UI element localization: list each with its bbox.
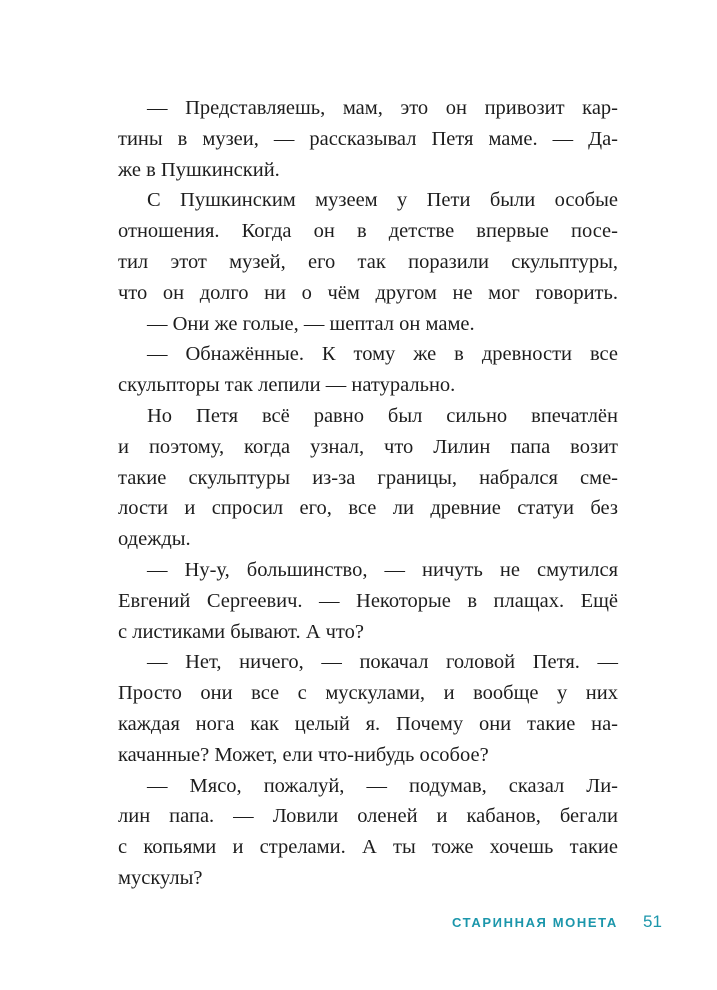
text-line: — Мясо, пожалуй, — подумав, сказал Ли- [147,774,618,797]
page-number: 51 [643,912,662,931]
text-line: лин папа. — Ловили оленей и кабанов, бегали [118,805,618,828]
text-line: — Они же голые, — шептал он маме. [147,312,475,335]
text-line: каждая нога как целый я. Почему они такие на- [118,712,618,735]
text-line: — Обнажённые. К тому же в древности все [147,343,618,366]
text-line: такие скульптуры из-за границы, набрался сме- [118,466,618,489]
text-line: же в Пушкинский. [118,158,280,181]
text-line: — Нет, ничего, — покачал головой Петя. — [147,651,618,674]
text-line: качанные? Может, ели что-нибудь особое? [118,743,489,766]
text-line: тил этот музей, его так поразили скульптуры, [118,250,618,273]
text-line: — Представляешь, мам, это он привозит кар- [147,97,618,119]
text-line: мускулы? [118,866,203,889]
text-line: Но Петя всё равно был сильно впечатлён [147,404,618,427]
text-line: лости и спросил его, все ли древние статуи без [118,497,618,520]
text-line: скульпторы так лепили — натурально. [118,374,456,397]
text-line: Просто они все с мускулами, и вообще у них [118,682,618,705]
text-line: отношения. Когда он в детстве впервые посе- [118,220,618,243]
text-line: одежды. [118,528,191,551]
page-footer [452,912,662,938]
text-line: что он долго ни о чём другом не мог говорить. [118,281,618,304]
text-line: Евгений Сергеевич. — Некоторые в плащах. Ещё [118,589,618,612]
text-line: с копьями и стрелами. А ты тоже хочешь такие [118,836,618,859]
text-line: и поэтому, когда узнал, что Лилин папа возит [118,435,618,458]
body-text [118,93,618,894]
running-title: СТАРИННАЯ МОНЕТА [452,915,618,930]
text-line: С Пушкинским музеем у Пети были особые [147,189,618,212]
text-line: тины в музеи, — рассказывал Петя маме. — Да- [118,127,618,150]
text-line: с листиками бывают. А что? [118,620,364,643]
text-line: — Ну-у, большинство, — ничуть не смутился [147,558,618,581]
